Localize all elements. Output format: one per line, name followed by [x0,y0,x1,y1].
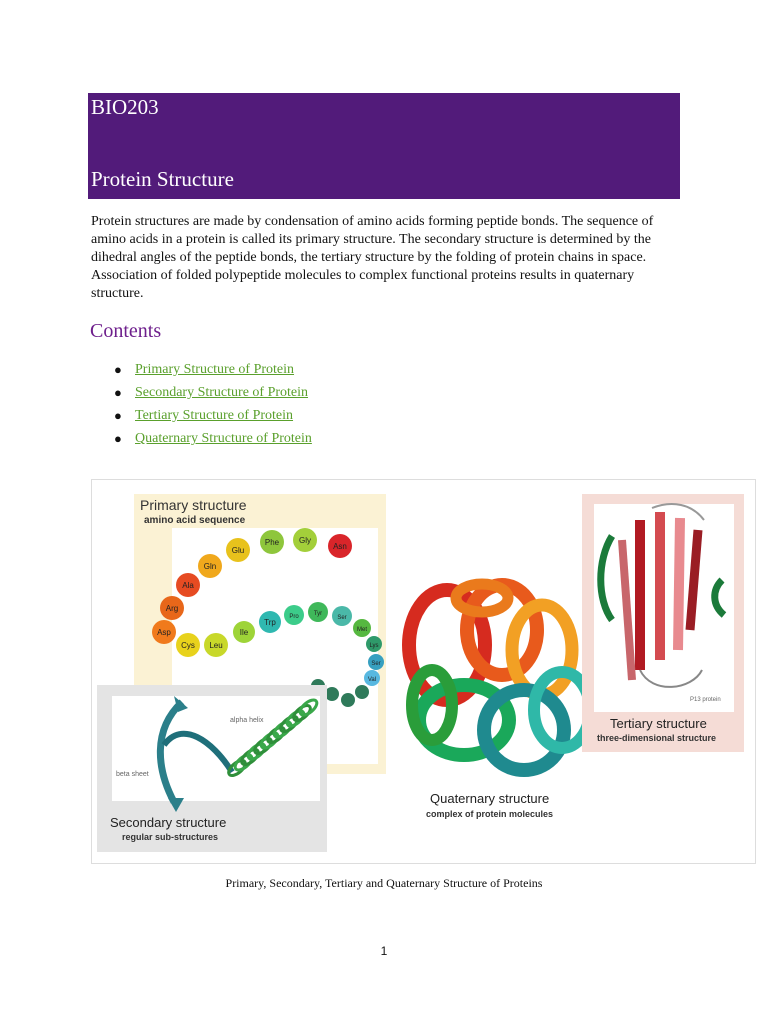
toc-link-tertiary[interactable]: Tertiary Structure of Protein [135,408,294,423]
bullet-icon: ● [114,431,122,446]
toc-link-quaternary[interactable]: Quaternary Structure of Protein [135,431,312,446]
amino-acid-label: Asp [157,628,171,637]
toc-item [110,408,312,431]
amino-acid-label: Gln [203,562,217,571]
amino-acid-label: Ala [182,581,194,590]
amino-acid-label: Glu [231,546,245,555]
page-number: 1 [380,944,388,958]
figure-caption: Primary, Secondary, Tertiary and Quaternary Structure of Proteins [225,876,543,890]
amino-acid-label: Ser [371,661,381,667]
contents-heading: Contents [90,320,162,342]
tertiary-subtitle: three-dimensional structure [597,733,717,743]
secondary-title: Secondary structure [110,815,227,830]
chain-link-bead [341,693,355,707]
chain-link-bead [355,685,369,699]
table-of-contents [110,362,312,454]
chain-link-bead [325,687,339,701]
amino-acid-label: Leu [209,641,223,650]
intro-paragraph: Protein structures are made by condensation of amino acids forming peptide bonds. The sequence of amino acids in a protein is called its primary structure. The secondary structure is determined by the dihedral angles of the peptide bonds, the tertiary structure by the folding of protein chains in space. Association of folded polypeptide molecules to complex functional proteins results in quaternary structure. [91,214,654,301]
protein-structure-figure [91,479,756,864]
protein-structure-illustration [92,480,755,863]
quaternary-title: Quaternary structure [430,791,550,806]
amino-acid-label: Arg [165,604,179,613]
bullet-icon: ● [114,385,122,400]
toc-link-secondary[interactable]: Secondary Structure of Protein [135,385,309,400]
amino-acid-label: Phe [264,538,280,547]
primary-subtitle: amino acid sequence [144,515,246,526]
toc-item [110,431,312,454]
amino-acid-label: Tyr [313,611,323,617]
p13-protein-label: P13 protein [690,697,721,703]
secondary-subtitle: regular sub-structures [122,832,219,842]
amino-acid-label: Cys [181,641,195,650]
amino-acid-label: Trp [264,618,276,627]
tertiary-title: Tertiary structure [610,716,707,731]
amino-acid-label: Gly [299,536,311,545]
amino-acid-label: Val [367,677,377,683]
toc-item [110,385,312,408]
quaternary-subtitle: complex of protein molecules [426,809,554,819]
alpha-helix-label: alpha helix [230,717,264,724]
hemoglobin-label: hemoglobin [474,582,511,589]
course-code: BIO203 [91,95,159,119]
page-title: Protein Structure [91,167,234,191]
toc-link-primary[interactable]: Primary Structure of Protein [135,362,295,377]
hemoglobin-illustration [409,584,590,770]
bullet-icon: ● [114,408,122,423]
primary-title: Primary structure [140,497,247,513]
amino-acid-label: Met [356,627,368,633]
amino-acid-label: Ile [239,628,249,637]
document-header [88,93,680,199]
beta-sheet-label: beta sheet [116,771,149,778]
amino-acid-label: Lys [369,643,379,649]
amino-acid-label: Asn [333,542,347,551]
bullet-icon: ● [114,362,122,377]
amino-acid-label: Ser [337,615,347,621]
toc-item [110,362,312,385]
amino-acid-label: Pro [289,614,299,620]
